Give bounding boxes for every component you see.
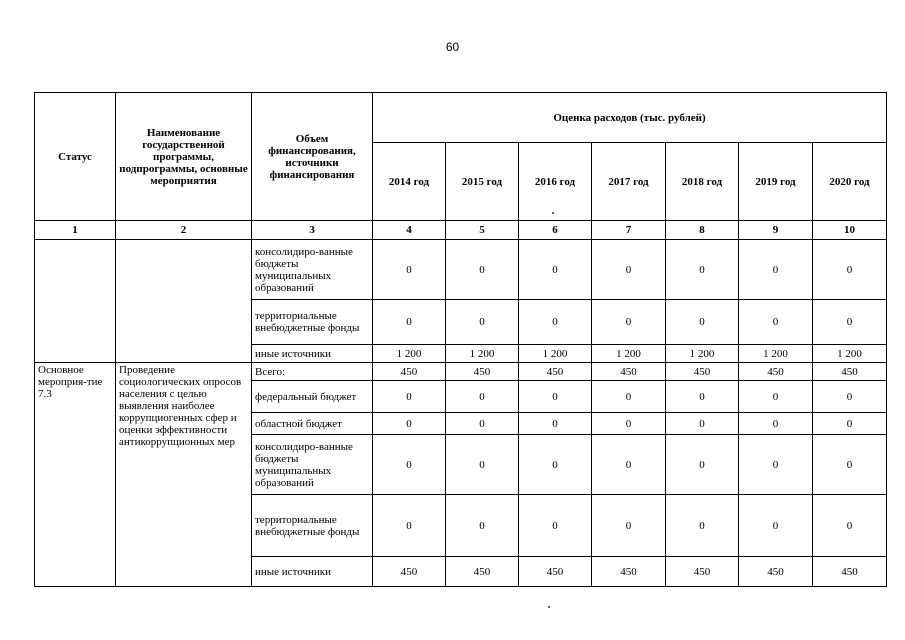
amount-cell: 0 — [446, 240, 519, 300]
amount-cell: 0 — [592, 495, 666, 557]
amount-cell: 0 — [446, 435, 519, 495]
header-year: 2014 год — [373, 143, 446, 221]
amount-cell: 0 — [813, 381, 887, 413]
empty-name-cell — [116, 240, 252, 363]
amount-cell: 0 — [592, 300, 666, 345]
scan-artifact — [548, 606, 550, 608]
amount-cell: 0 — [592, 381, 666, 413]
amount-cell: 0 — [592, 413, 666, 435]
table-row — [35, 363, 887, 381]
amount-cell: 0 — [592, 240, 666, 300]
amount-cell: 0 — [666, 435, 739, 495]
measure-status: Основное мероприя-тие 7.3 — [35, 363, 116, 587]
column-number: 3 — [252, 221, 373, 240]
amount-cell: 0 — [666, 300, 739, 345]
column-number: 9 — [739, 221, 813, 240]
amount-cell: 1 200 — [592, 345, 666, 363]
amount-cell: 0 — [519, 240, 592, 300]
column-number: 8 — [666, 221, 739, 240]
amount-cell: 0 — [373, 435, 446, 495]
amount-cell: 0 — [813, 435, 887, 495]
amount-cell: 0 — [739, 495, 813, 557]
column-number: 7 — [592, 221, 666, 240]
amount-cell: 1 200 — [446, 345, 519, 363]
amount-cell: 0 — [739, 435, 813, 495]
amount-cell: 0 — [373, 240, 446, 300]
amount-cell: 0 — [813, 495, 887, 557]
amount-cell: 450 — [739, 557, 813, 587]
amount-cell: 0 — [519, 381, 592, 413]
amount-cell: 0 — [373, 413, 446, 435]
funding-source: иные источники — [252, 345, 373, 363]
amount-cell: 1 200 — [813, 345, 887, 363]
column-number: 6 — [519, 221, 592, 240]
amount-cell: 0 — [519, 435, 592, 495]
amount-cell: 0 — [373, 495, 446, 557]
amount-cell: 450 — [446, 363, 519, 381]
funding-source: областной бюджет — [252, 413, 373, 435]
amount-cell: 450 — [373, 557, 446, 587]
amount-cell: 1 200 — [666, 345, 739, 363]
measure-name: Проведение социологических опросов населения с целью выявления наиболее коррупциогенных сфер и оценки эффективности антикоррупционных мер — [116, 363, 252, 587]
amount-cell: 0 — [446, 300, 519, 345]
amount-cell: 450 — [519, 363, 592, 381]
column-number: 4 — [373, 221, 446, 240]
header-funding: Объем финансирования, источники финансирования — [252, 93, 373, 221]
header-cost-estimate: Оценка расходов (тыс. рублей) — [373, 93, 887, 143]
amount-cell: 0 — [739, 413, 813, 435]
funding-source: иные источники — [252, 557, 373, 587]
header-year: 2016 год — [519, 143, 592, 221]
amount-cell: 450 — [592, 363, 666, 381]
column-number: 2 — [116, 221, 252, 240]
amount-cell: 450 — [666, 363, 739, 381]
amount-cell: 450 — [519, 557, 592, 587]
amount-cell: 0 — [813, 240, 887, 300]
amount-cell: 0 — [813, 300, 887, 345]
funding-source: Всего: — [252, 363, 373, 381]
column-number: 10 — [813, 221, 887, 240]
scan-artifact — [552, 212, 554, 214]
amount-cell: 0 — [446, 495, 519, 557]
header-year: 2019 год — [739, 143, 813, 221]
amount-cell: 450 — [373, 363, 446, 381]
amount-cell: 0 — [519, 495, 592, 557]
amount-cell: 0 — [519, 300, 592, 345]
amount-cell: 450 — [666, 557, 739, 587]
header-status: Статус — [35, 93, 116, 221]
header-year: 2018 год — [666, 143, 739, 221]
amount-cell: 0 — [666, 381, 739, 413]
amount-cell: 0 — [666, 413, 739, 435]
header-year: 2020 год — [813, 143, 887, 221]
funding-source: консолидиро-ванные бюджеты муниципальных образований — [252, 240, 373, 300]
amount-cell: 0 — [519, 413, 592, 435]
amount-cell: 450 — [592, 557, 666, 587]
amount-cell: 0 — [739, 381, 813, 413]
amount-cell: 0 — [739, 300, 813, 345]
amount-cell: 0 — [813, 413, 887, 435]
amount-cell: 450 — [813, 557, 887, 587]
amount-cell: 0 — [446, 413, 519, 435]
table-row — [35, 240, 887, 300]
amount-cell: 450 — [739, 363, 813, 381]
funding-source: территориальные внебюджетные фонды — [252, 495, 373, 557]
amount-cell: 0 — [446, 381, 519, 413]
funding-source: территориальные внебюджетные фонды — [252, 300, 373, 345]
amount-cell: 0 — [373, 300, 446, 345]
header-year: 2015 год — [446, 143, 519, 221]
amount-cell: 1 200 — [373, 345, 446, 363]
amount-cell: 1 200 — [519, 345, 592, 363]
funding-source: федеральный бюджет — [252, 381, 373, 413]
budget-table — [34, 92, 887, 587]
column-number: 5 — [446, 221, 519, 240]
amount-cell: 0 — [373, 381, 446, 413]
amount-cell: 450 — [446, 557, 519, 587]
page-number: 60 — [445, 40, 460, 54]
amount-cell: 0 — [666, 495, 739, 557]
header-year: 2017 год — [592, 143, 666, 221]
amount-cell: 450 — [813, 363, 887, 381]
amount-cell: 1 200 — [739, 345, 813, 363]
funding-source: консолидиро-ванные бюджеты муниципальных образований — [252, 435, 373, 495]
amount-cell: 0 — [592, 435, 666, 495]
empty-status-cell — [35, 240, 116, 363]
column-number: 1 — [35, 221, 116, 240]
header-program-name: Наименование государственной программы, подпрограммы, основные мероприятия — [116, 93, 252, 221]
amount-cell: 0 — [739, 240, 813, 300]
amount-cell: 0 — [666, 240, 739, 300]
